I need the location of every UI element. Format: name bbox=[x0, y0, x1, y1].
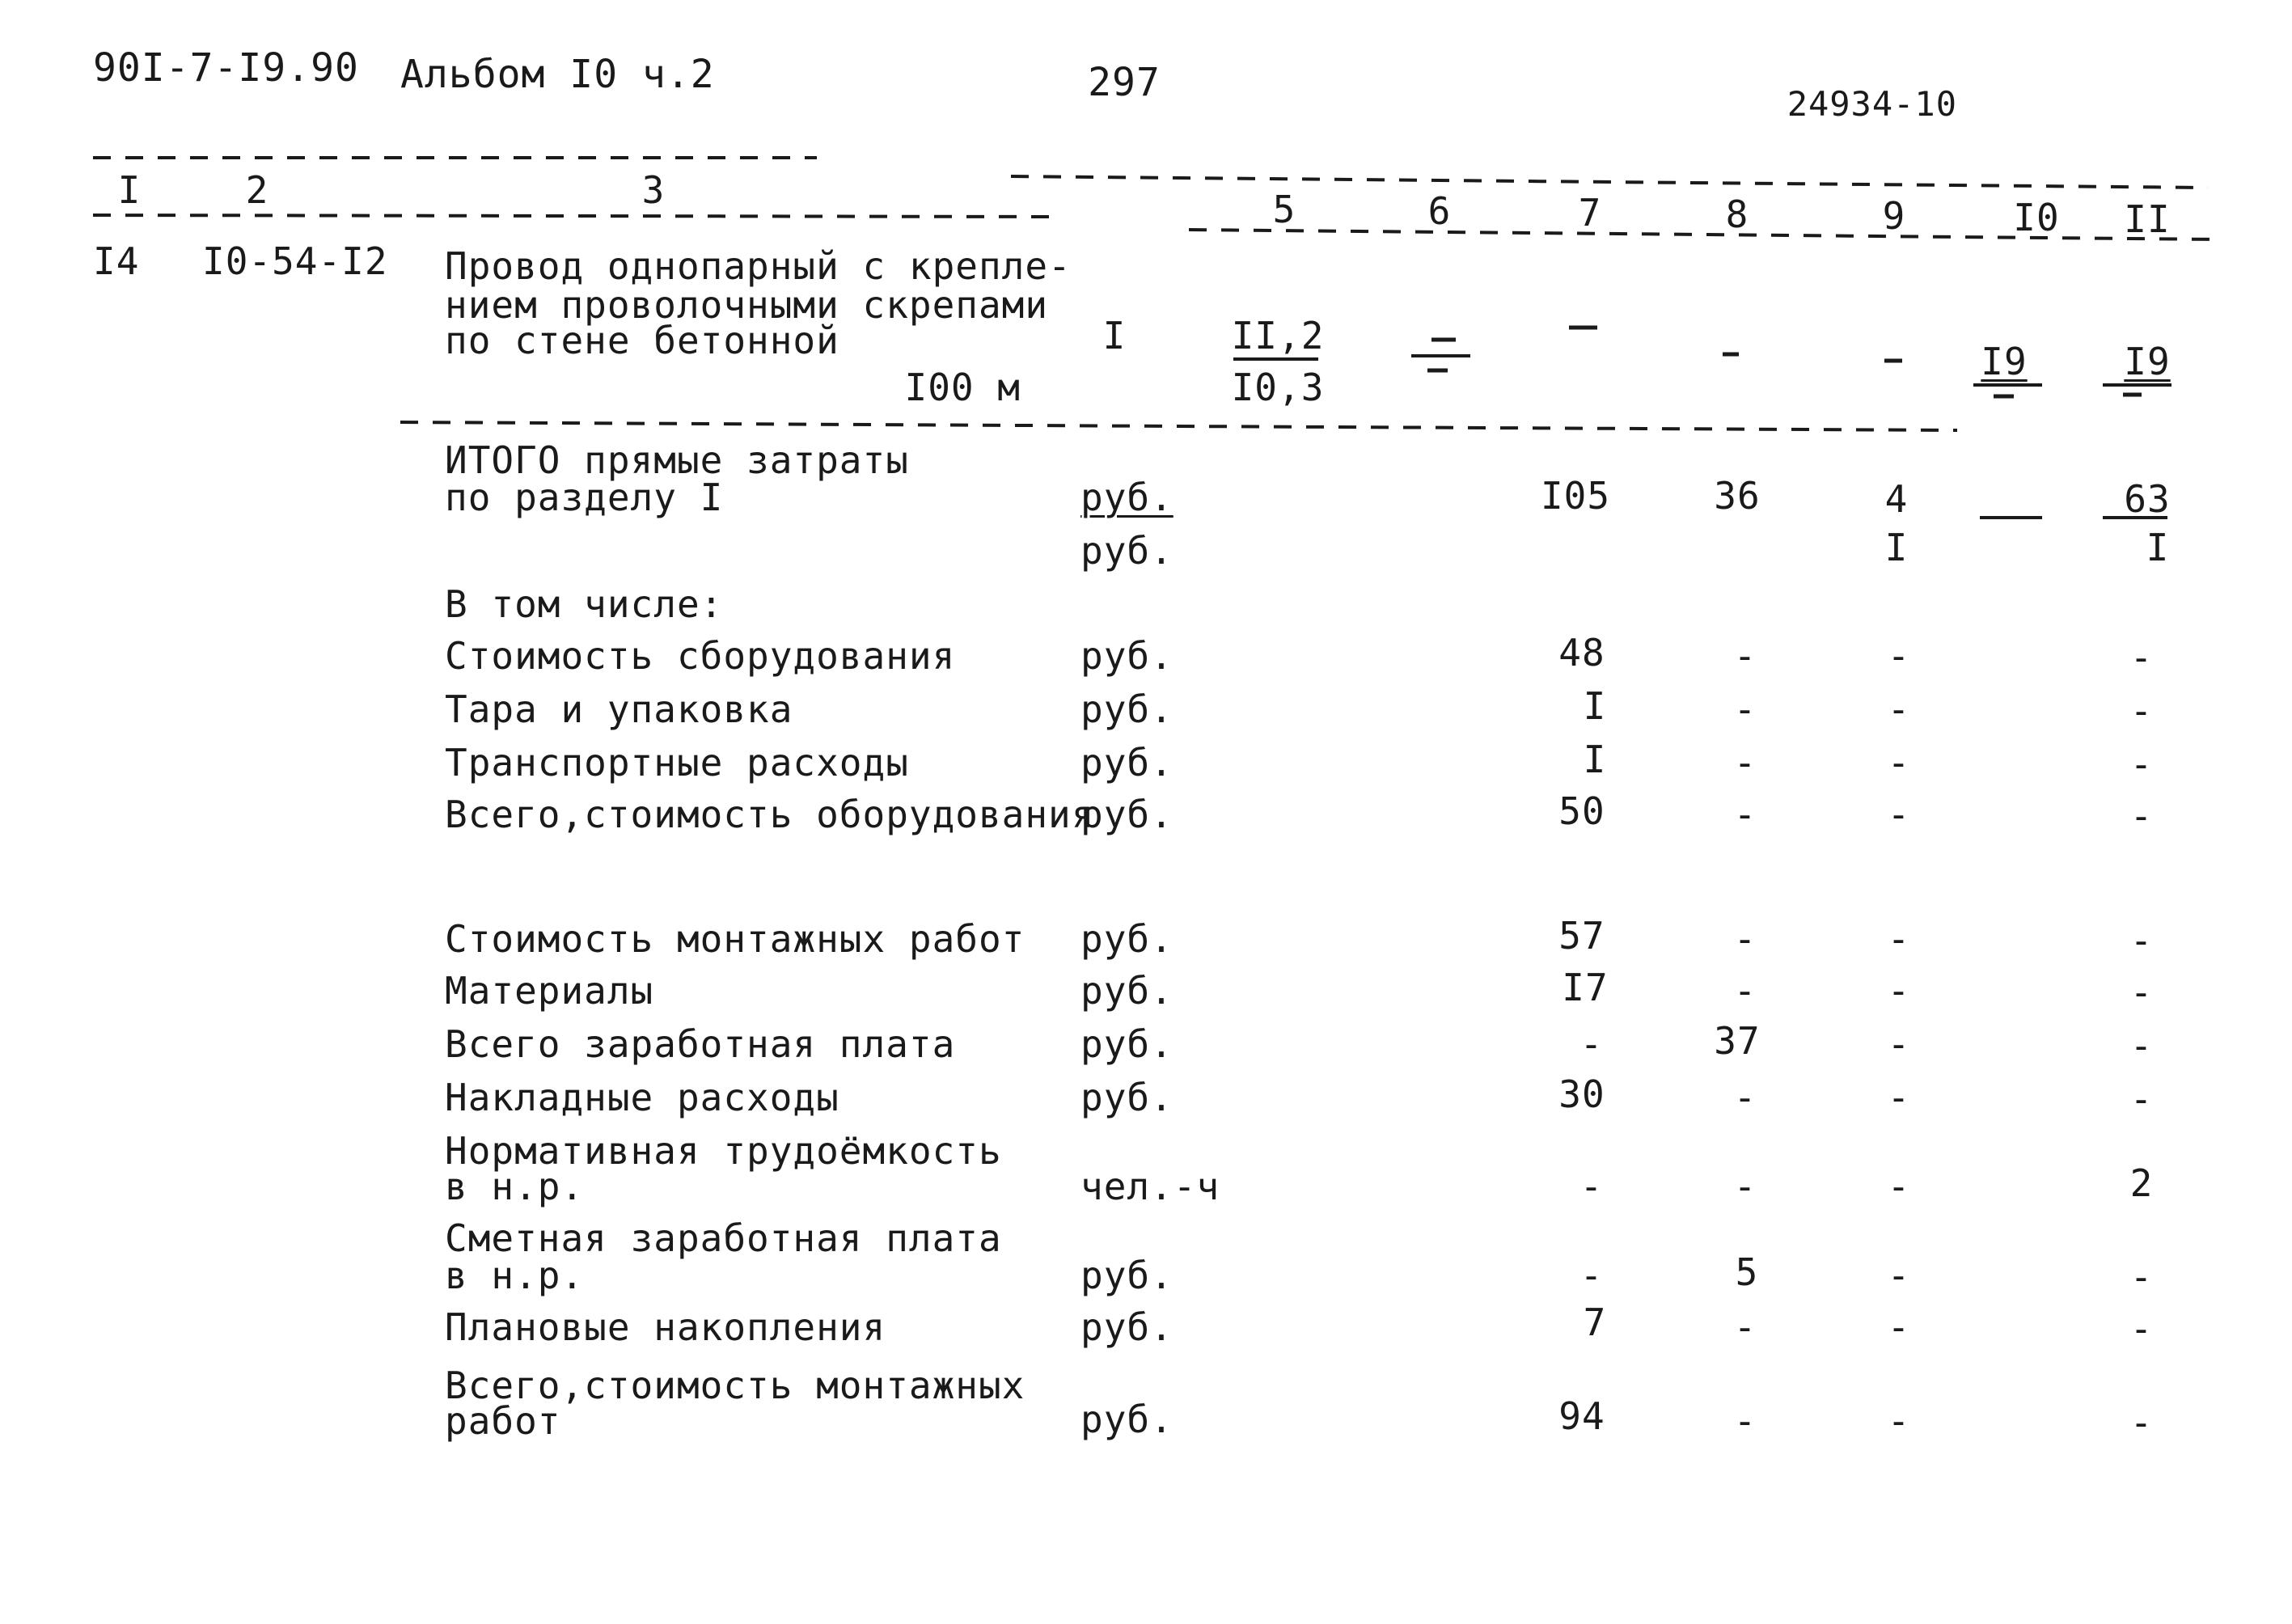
row-col9: - bbox=[1887, 687, 1911, 731]
row-col8: - bbox=[1733, 969, 1757, 1013]
row-col7: 94 bbox=[1558, 1394, 1605, 1438]
row-col9: - bbox=[1887, 793, 1911, 836]
col-header-10: I0 bbox=[2013, 196, 2060, 239]
col-header-11: II bbox=[2124, 197, 2171, 241]
row-col8: - bbox=[1733, 793, 1757, 836]
row-col11: 2 bbox=[2129, 1161, 2154, 1205]
rule-top-right bbox=[1011, 176, 2208, 188]
row-unit: руб. bbox=[1080, 634, 1173, 678]
total-col11-bottom: I bbox=[2146, 526, 2170, 569]
row-col7: I bbox=[1583, 738, 1607, 781]
row-col11: - bbox=[2129, 919, 2154, 962]
row-label: Сметная заработная плата bbox=[445, 1216, 1002, 1260]
item-col5-top: II,2 bbox=[1231, 314, 1325, 357]
row-label: Всего заработная плата bbox=[445, 1022, 956, 1066]
row-label: Транспортные расходы bbox=[445, 741, 909, 785]
item-qty: I bbox=[1102, 314, 1127, 357]
total-col9-top: 4 bbox=[1884, 477, 1909, 521]
item-col5-bottom: I0,3 bbox=[1231, 366, 1325, 409]
col-header-6: 6 bbox=[1427, 189, 1452, 233]
row-col11: - bbox=[2129, 1255, 2154, 1299]
row-col9: - bbox=[1887, 917, 1911, 961]
row-col9: - bbox=[1887, 1022, 1911, 1066]
total-unit-top: руб. bbox=[1080, 476, 1173, 519]
row-unit: руб. bbox=[1080, 917, 1173, 961]
row-col9: - bbox=[1887, 1254, 1911, 1297]
row-col9: - bbox=[1887, 634, 1911, 678]
row-label: Всего,стоимость монтажных bbox=[445, 1364, 1025, 1407]
row-col8: - bbox=[1733, 1399, 1757, 1443]
item-code: I0-54-I2 bbox=[202, 239, 388, 283]
row-col8: - bbox=[1733, 634, 1757, 678]
item-name-line-3: по стене бетонной bbox=[445, 319, 839, 362]
row-col9: - bbox=[1887, 1076, 1911, 1119]
item-number: I4 bbox=[93, 239, 140, 283]
inventory-number: 24934-10 bbox=[1787, 84, 1957, 124]
total-label-line-2: по разделу I bbox=[445, 476, 724, 519]
item-name-line-1: Провод однопарный с крепле- bbox=[445, 244, 1072, 288]
row-unit: руб. bbox=[1080, 969, 1173, 1013]
row-unit: чел.-ч bbox=[1080, 1165, 1220, 1208]
row-col7: I7 bbox=[1562, 966, 1609, 1009]
including-label: В том числе: bbox=[445, 582, 724, 626]
row-col8: - bbox=[1733, 687, 1757, 731]
row-label: Нормативная трудоёмкость bbox=[445, 1129, 1002, 1173]
row-unit: руб. bbox=[1080, 741, 1173, 785]
col-header-8: 8 bbox=[1725, 192, 1749, 236]
row-label: Тара и упаковка bbox=[445, 687, 793, 731]
row-col7: I bbox=[1583, 684, 1607, 728]
col-header-9: 9 bbox=[1882, 194, 1906, 238]
row-col8: - bbox=[1733, 1305, 1757, 1349]
row-unit: руб. bbox=[1080, 793, 1173, 836]
total-label-line-1: ИТОГО прямые затраты bbox=[445, 438, 909, 482]
col-header-5: 5 bbox=[1272, 188, 1296, 231]
page-number: 297 bbox=[1088, 60, 1161, 105]
row-label: Всего,стоимость оборудования bbox=[445, 793, 1095, 836]
row-unit: руб. bbox=[1080, 687, 1173, 731]
item-col11: I9 bbox=[2124, 340, 2171, 383]
row-col8: 5 bbox=[1735, 1250, 1759, 1294]
row-col8: - bbox=[1733, 741, 1757, 785]
rule-header-right bbox=[1189, 230, 2216, 239]
album-label: Альбом I0 ч.2 bbox=[400, 52, 715, 97]
row-col11: - bbox=[2129, 971, 2154, 1014]
row-col9: - bbox=[1887, 969, 1911, 1013]
row-col11: - bbox=[2129, 1024, 2154, 1068]
total-col7: I05 bbox=[1540, 474, 1611, 518]
row-col11: - bbox=[2129, 742, 2154, 786]
total-col8: 36 bbox=[1714, 474, 1761, 518]
document-code: 90I-7-I9.90 bbox=[93, 45, 359, 91]
rule-item-bottom bbox=[400, 422, 1957, 430]
row-label-line-2: в н.р. bbox=[445, 1165, 585, 1208]
row-col11: - bbox=[2129, 794, 2154, 838]
row-col7: 30 bbox=[1558, 1072, 1605, 1116]
col-header-3: 3 bbox=[641, 168, 666, 212]
row-unit: руб. bbox=[1080, 1022, 1173, 1066]
row-col7: 57 bbox=[1558, 914, 1605, 958]
row-label: Стоимость сборудования bbox=[445, 634, 956, 678]
item-col10: I9 bbox=[1981, 340, 2028, 383]
col-header-2: 2 bbox=[245, 168, 269, 212]
row-unit: руб. bbox=[1080, 1254, 1173, 1297]
total-col11-top: 63 bbox=[2124, 477, 2171, 521]
row-col8: - bbox=[1733, 1076, 1757, 1119]
row-col11: - bbox=[2129, 636, 2154, 679]
row-label: Накладные расходы bbox=[445, 1076, 839, 1119]
row-col11: - bbox=[2129, 1077, 2154, 1121]
row-label: Материалы bbox=[445, 969, 654, 1013]
row-col9: - bbox=[1887, 1399, 1911, 1443]
row-col9: - bbox=[1887, 741, 1911, 785]
row-label: Стоимость монтажных работ bbox=[445, 917, 1025, 961]
row-col9: - bbox=[1887, 1165, 1911, 1208]
row-col7: 48 bbox=[1558, 631, 1605, 675]
row-col11: - bbox=[2129, 689, 2154, 733]
row-unit: руб. bbox=[1080, 1076, 1173, 1119]
row-unit: руб. bbox=[1080, 1398, 1173, 1441]
row-label-line-2: в н.р. bbox=[445, 1254, 585, 1297]
row-col11: - bbox=[2129, 1307, 2154, 1351]
row-col8: 37 bbox=[1714, 1019, 1761, 1063]
total-col9-bottom: I bbox=[1884, 526, 1909, 569]
row-col11: - bbox=[2129, 1401, 2154, 1444]
col-header-1: I bbox=[117, 168, 142, 212]
row-unit: руб. bbox=[1080, 1305, 1173, 1349]
item-unit: I00 м bbox=[904, 366, 1021, 409]
row-col7: - bbox=[1579, 1254, 1604, 1297]
row-col8: - bbox=[1733, 917, 1757, 961]
col-header-7: 7 bbox=[1578, 191, 1602, 235]
row-col8: - bbox=[1733, 1165, 1757, 1208]
row-label: Плановые накопления bbox=[445, 1305, 886, 1349]
row-label-line-2: работ bbox=[445, 1399, 561, 1443]
item-name-line-2: нием проволочными скрепами bbox=[445, 283, 1049, 327]
rule-header-left bbox=[93, 215, 1051, 217]
row-col7: 50 bbox=[1558, 789, 1605, 833]
row-col7: - bbox=[1579, 1165, 1604, 1208]
total-unit-bottom: руб. bbox=[1080, 529, 1173, 573]
row-col9: - bbox=[1887, 1305, 1911, 1349]
row-col7: - bbox=[1579, 1022, 1604, 1066]
row-col7: 7 bbox=[1583, 1300, 1607, 1344]
